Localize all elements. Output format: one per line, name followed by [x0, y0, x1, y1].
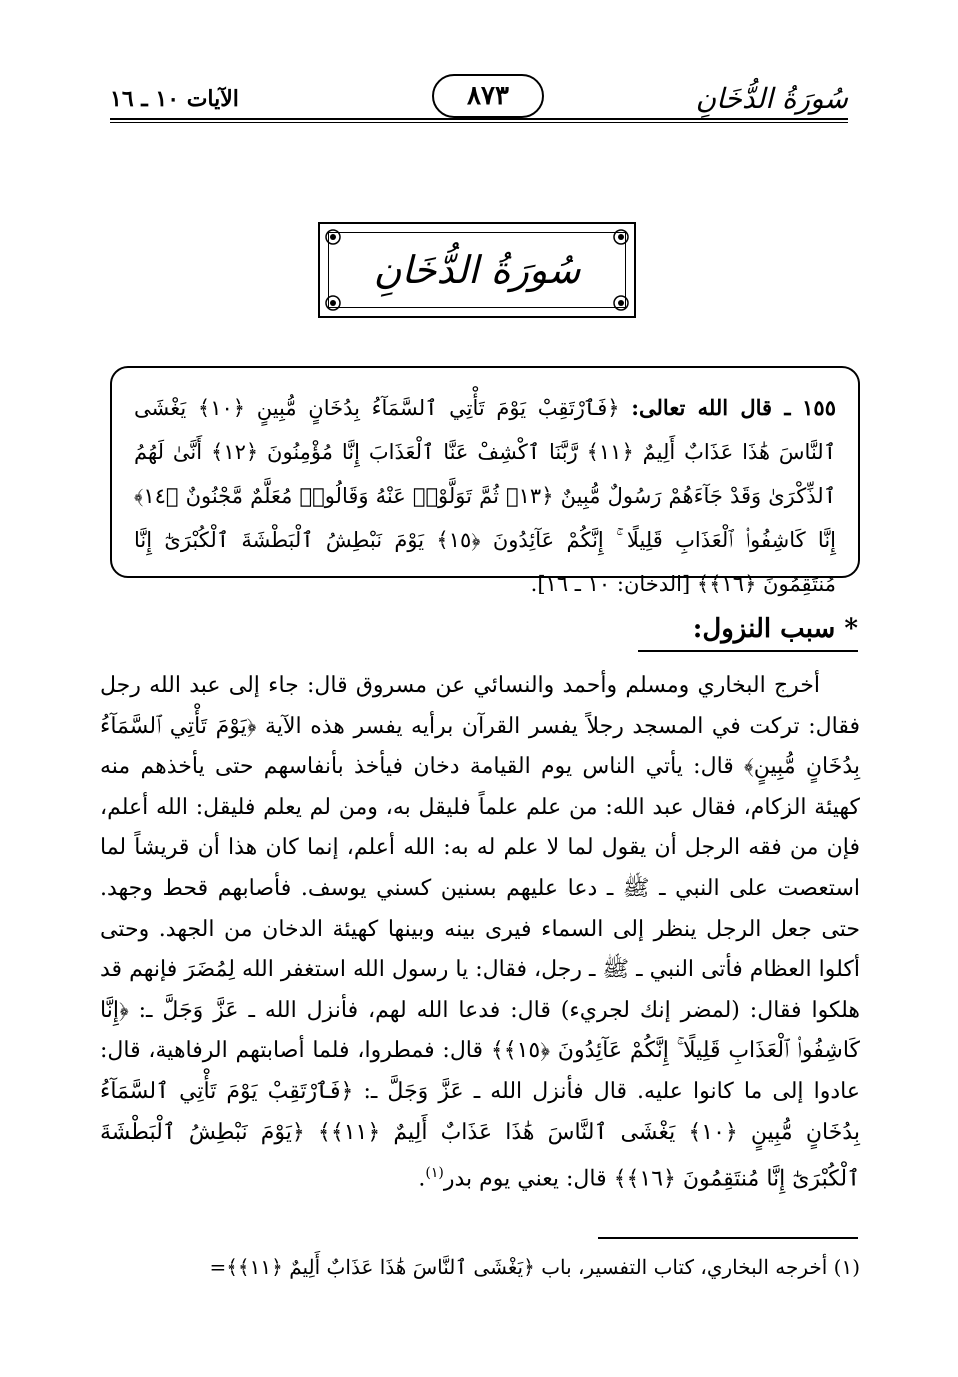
paragraph-text: أخرج البخاري ومسلم وأحمد والنسائي عن مسروق قال: جاء إلى عبد الله رجل فقال: تركت في المسجد رجلاً يفسر القرآن برأيه يفسر هذه الآية ﴿يَوْمَ تَأْتِي ٱلسَّمَآءُ بِدُخَانٍ مُّبِينٍ﴾ قال: يأتي الناس يوم القيامة دخان فيأخذ بأنفاسهم حتى يأخذهم منه كهيئة الزكام، فقال عبد الله: من علم علماً فليقل به، ومن لم يعلم فليقل: الله أعلم، فإن من فقه الرجل أن يقول لما لا علم له به: الله أعلم، إنما كان هذا أن قريشاً لما استعصت على النبي ـ ﷺ ـ دعا عليهم بسنين كسني يوسف. فأصابهم قحط وجهد. حتى جعل الرجل ينظر إلى السماء فيرى بينه وبينها كهيئة الدخان من الجهد. وحتى أكلوا العظام فأتى النبي ـ ﷺ ـ رجل، فقال: يا رسول الله استغفر الله لِمُضَرَ فإنهم قد هلكوا فقال: (لمضر إنك لجريء) قال: فدعا الله لهم، فأنزل الله ـ عَزَّ وَجَلَّ ـ: ﴿إِنَّا كَاشِفُوا۟ ٱلْعَذَابِ قَلِيلًا ۚ إِنَّكُمْ عَآئِدُونَ ﴿١٥﴾﴾ قال: فمطروا، فلما أصابتهم الرفاهية، قال: عادوا إلى ما كانوا عليه. قال فأنزل الله ـ عَزَّ وَجَلَّ ـ: ﴿فَٱرْتَقِبْ يَوْمَ تَأْتِي ٱلسَّمَآءُ بِدُخَانٍ مُّبِينٍ ﴿١٠﴾ يَغْشَى ٱلنَّاسَ هَٰذَا عَذَابٌ أَلِيمٌ ﴿١١﴾﴾ ﴿يَوْمَ نَبْطِشُ ٱلْبَطْشَةَ ٱلْكُبْرَىٰٓ إِنَّا مُنتَقِمُونَ ﴿١٦﴾﴾ قال: يعني يوم بدر	[100, 673, 860, 1192]
paragraph-end: .	[418, 1166, 426, 1192]
ayat-range: الآيات ١٠ ـ ١٦	[110, 86, 239, 112]
verse-box	[110, 366, 860, 596]
verse-citation: [الدخان: ١٠ ـ ١٦].	[530, 572, 691, 596]
surah-title-frame	[318, 222, 636, 318]
page-number: ٨٧٣	[432, 74, 544, 118]
entry-number: ١٥٥	[802, 395, 836, 420]
body-text	[100, 666, 860, 1200]
body-paragraph	[100, 666, 860, 1200]
verse-intro: ـ قال الله تعالى:	[631, 395, 791, 420]
footnote-divider	[598, 1237, 858, 1239]
running-surah-name: سُورَةُ الدُّخَانِ	[695, 82, 848, 115]
surah-title: سُورَةُ الدُّخَانِ	[373, 248, 581, 292]
footnote-marker: (١)	[425, 1165, 444, 1182]
verse-text: ﴿فَٱرْتَقِبْ يَوْمَ تَأْتِي ٱلسَّمَآءُ بِدُخَانٍ مُّبِينٍ ﴿١٠﴾ يَغْشَى ٱلنَّاسَ هَٰذَا عَذَابٌ أَلِيمٌ ﴿١١﴾ رَّبَّنَا ٱكْشِفْ عَنَّا ٱلْعَذَابَ إِنَّا مُؤْمِنُونَ ﴿١٢﴾ أَنَّىٰ لَهُمُ ٱلذِّكْرَىٰ وَقَدْ جَآءَهُمْ رَسُولٌ مُّبِينٌ ﴿١٣﴾ ثُمَّ تَوَلَّوْا۟ عَنْهُ وَقَالُوا۟ مُعَلَّمٌ مَّجْنُونٌ ﴿١٤﴾ إِنَّا كَاشِفُوا۟ ٱلْعَذَابِ قَلِيلًا ۚ إِنَّكُمْ عَآئِدُونَ ﴿١٥﴾ يَوْمَ نَبْطِشُ ٱلْبَطْشَةَ ٱلْكُبْرَىٰٓ إِنَّا مُنتَقِمُونَ ﴿١٦﴾﴾	[134, 396, 837, 596]
surah-title-inner	[328, 232, 626, 308]
header-divider	[110, 118, 848, 120]
section-heading: * سبب النزول:	[638, 614, 858, 652]
header-divider-thin	[110, 122, 848, 123]
footnote: (١) أخرجه البخاري، كتاب التفسير، باب ﴿يَغْشَى ٱلنَّاسَ هَٰذَا عَذَابٌ أَلِيمٌ ﴿١١﴾﴾=	[209, 1255, 860, 1279]
